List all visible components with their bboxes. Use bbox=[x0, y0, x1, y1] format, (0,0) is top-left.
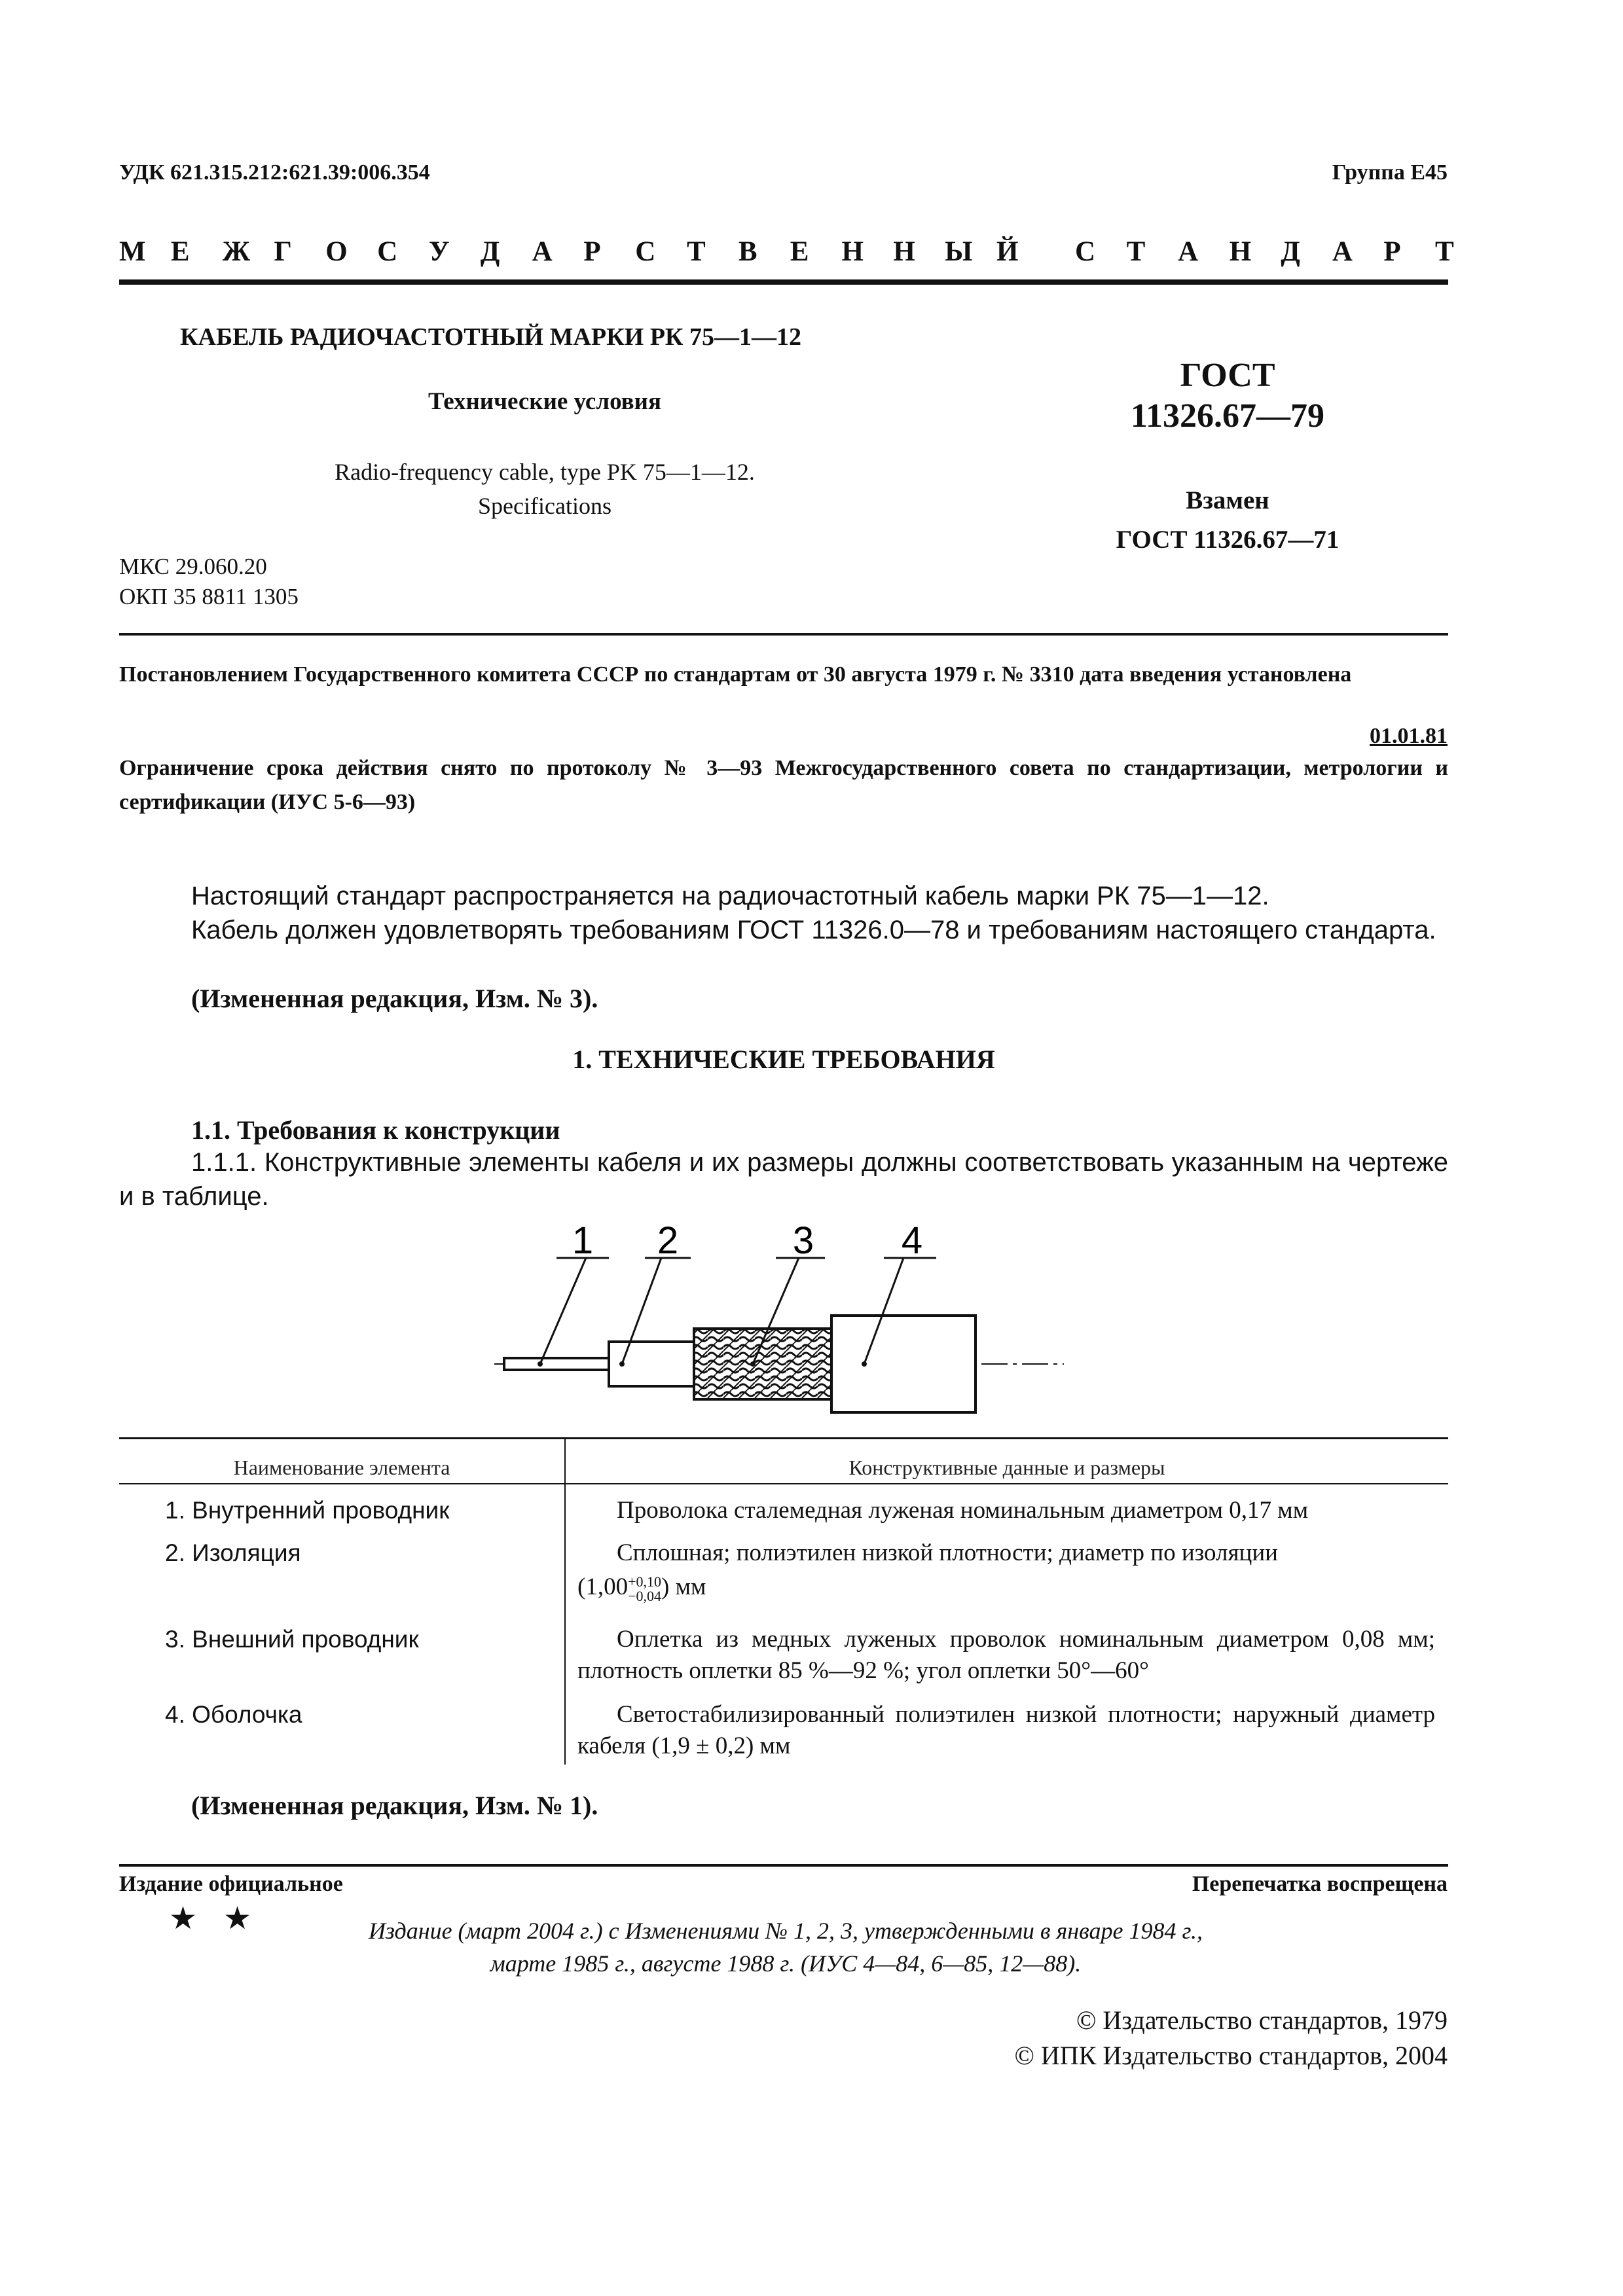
replaces-label: Взамен bbox=[1186, 486, 1269, 514]
english-title bbox=[180, 455, 909, 523]
label-2: 2 bbox=[657, 1219, 679, 1262]
banner-letter: Т bbox=[687, 236, 706, 267]
amendment-note-3: (Измененная редакция, Изм. № 3). bbox=[191, 984, 598, 1013]
banner-letter: С bbox=[1075, 236, 1096, 267]
paragraph-1-1-1: 1.1.1. Конструктивные элементы кабеля и их размеры должны соответствовать указанным на чертеже и в таблице. bbox=[119, 1148, 1448, 1211]
header-element-name: Наименование элемента bbox=[233, 1456, 450, 1479]
banner-letter: В bbox=[738, 236, 757, 267]
banner-letter: О bbox=[325, 236, 348, 267]
english-title-line2: Specifications bbox=[478, 493, 611, 519]
star-icon: ★ ★ bbox=[169, 1901, 261, 1936]
okp-code: ОКП 35 8811 1305 bbox=[119, 584, 299, 609]
copyright-block bbox=[1015, 2003, 1448, 2073]
official-edition: Издание официальное bbox=[119, 1872, 343, 1896]
banner-letter: Н bbox=[841, 236, 864, 267]
row4-name: 4. Оболочка bbox=[165, 1701, 302, 1728]
row2-name: 2. Изоляция bbox=[165, 1539, 301, 1566]
edition-line-2: марте 1985 г., августе 1988 г. (ИУС 4—84, 6—85, 12—88). bbox=[490, 1950, 1082, 1977]
group-code: Группа Е45 bbox=[1332, 160, 1448, 185]
row2-data: Сплошная; полиэтилен низкой плотности; диаметр по изоляции bbox=[617, 1539, 1278, 1566]
header-construction-data: Конструктивные данные и размеры bbox=[848, 1456, 1165, 1479]
copyright-line-1: © Издательство стандартов, 1979 bbox=[1076, 2005, 1448, 2035]
banner-letter: Г bbox=[274, 236, 292, 267]
banner-letter: Ы bbox=[945, 236, 973, 267]
section-heading: 1. ТЕХНИЧЕСКИЕ ТРЕБОВАНИЯ bbox=[572, 1045, 995, 1074]
classification-codes bbox=[119, 552, 299, 612]
udk-code: УДК 621.315.212:621.39:006.354 bbox=[119, 160, 430, 185]
resolution-text: Постановлением Государственного комитета СССР по стандартам от 30 августа 1979 г. № 3310 дата введения установлена bbox=[119, 662, 1352, 687]
intro-paragraph-1: Настоящий стандарт распространяется на радиочастотный кабель марки РК 75—1—12. bbox=[191, 882, 1269, 910]
row3-name: 3. Внешний проводник bbox=[165, 1626, 419, 1653]
banner-letter: У bbox=[428, 236, 450, 267]
banner-letter: А bbox=[1332, 236, 1353, 267]
footer-rule bbox=[119, 1864, 1448, 1867]
limitation-text: Ограничение срока действия снято по протоколу № 3—93 Межгосударственного совета по стандартизации, метрологии и сертификации (ИУС 5-6—93) bbox=[119, 756, 1448, 814]
edition-line-1: Издание (март 2004 г.) с Изменениями № 1, 2, 3, утвержденными в январе 1984 г., bbox=[368, 1918, 1203, 1944]
construction-table bbox=[119, 1437, 1448, 1765]
banner-letter: Р bbox=[1383, 236, 1401, 267]
column-divider bbox=[564, 1437, 566, 1765]
label-4: 4 bbox=[901, 1219, 923, 1262]
document-title: КАБЕЛЬ РАДИОЧАСТОТНЫЙ МАРКИ РК 75—1—12 bbox=[180, 323, 801, 351]
document-subtitle: Технические условия bbox=[428, 388, 661, 415]
row4-data: Светостабилизированный полиэтилен низкой плотности; наружный диаметр кабеля (1,9 ± 0,2) мм bbox=[577, 1701, 1435, 1759]
row1-name: 1. Внутренний проводник bbox=[165, 1497, 450, 1524]
intro-paragraph-2: Кабель должен удовлетворять требованиям ГОСТ 11326.0—78 и требованиям настоящего стандарта. bbox=[191, 916, 1436, 944]
copyright-line-2: © ИПК Издательство стандартов, 2004 bbox=[1014, 2041, 1448, 2070]
banner-letter: А bbox=[1178, 236, 1199, 267]
mks-code: МКС 29.060.20 bbox=[119, 554, 267, 579]
row1-data: Проволока сталемедная луженая номинальным диаметром 0,17 мм bbox=[617, 1497, 1309, 1524]
row2-data-dimension: (1,00 +0,10 −0,04 ) мм bbox=[577, 1573, 706, 1604]
subsection-heading: 1.1. Требования к конструкции bbox=[191, 1115, 560, 1145]
gost-number: 11326.67—79 bbox=[1130, 397, 1325, 435]
banner-letter: Е bbox=[790, 236, 809, 267]
reprint-prohibited: Перепечатка воспрещена bbox=[1192, 1872, 1448, 1896]
jacket-shape bbox=[831, 1316, 976, 1412]
title-block-rule bbox=[119, 633, 1448, 636]
banner-letter: Р bbox=[583, 236, 601, 267]
gost-number-block bbox=[1048, 355, 1408, 437]
intro-text bbox=[119, 879, 1448, 947]
banner-letter: Д bbox=[480, 236, 500, 267]
banner-letter: Й bbox=[996, 236, 1019, 267]
english-title-line1: Radio-frequency cable, type PK 75—1—12. bbox=[335, 459, 755, 485]
banner-letter: Т bbox=[1126, 236, 1146, 267]
banner-letter: Е bbox=[170, 236, 190, 267]
replaces-standard: ГОСТ 11326.67—71 bbox=[1116, 526, 1340, 554]
inner-conductor-shape bbox=[504, 1358, 609, 1370]
label-3: 3 bbox=[792, 1219, 814, 1262]
banner-letter: А bbox=[532, 236, 553, 267]
leader-line-1 bbox=[540, 1258, 586, 1364]
effective-date: 01.01.81 bbox=[1370, 724, 1448, 748]
row3-data: Оплетка из медных луженых проволок номинальным диаметром 0,08 мм; плотность оплетки 85 %—92 %; угол оплетки 50°—60° bbox=[577, 1626, 1435, 1684]
banner-letter: Т bbox=[1435, 236, 1454, 267]
banner-letter: С bbox=[635, 236, 656, 267]
banner-letter: М bbox=[119, 236, 146, 267]
banner-letter: С bbox=[377, 236, 398, 267]
gost-label: ГОСТ bbox=[1180, 357, 1275, 394]
amendment-note-1: (Измененная редакция, Изм. № 1). bbox=[191, 1791, 598, 1820]
banner-letter: Н bbox=[1229, 236, 1252, 267]
header-rule bbox=[119, 279, 1448, 285]
edition-note bbox=[196, 1914, 1375, 1980]
banner-letter: Н bbox=[893, 236, 915, 267]
cable-drawing bbox=[488, 1217, 1077, 1427]
banner-letter: Д bbox=[1281, 236, 1300, 267]
replaces-block bbox=[1048, 481, 1408, 560]
label-1: 1 bbox=[572, 1219, 594, 1262]
banner-letter: Ж bbox=[222, 236, 251, 267]
